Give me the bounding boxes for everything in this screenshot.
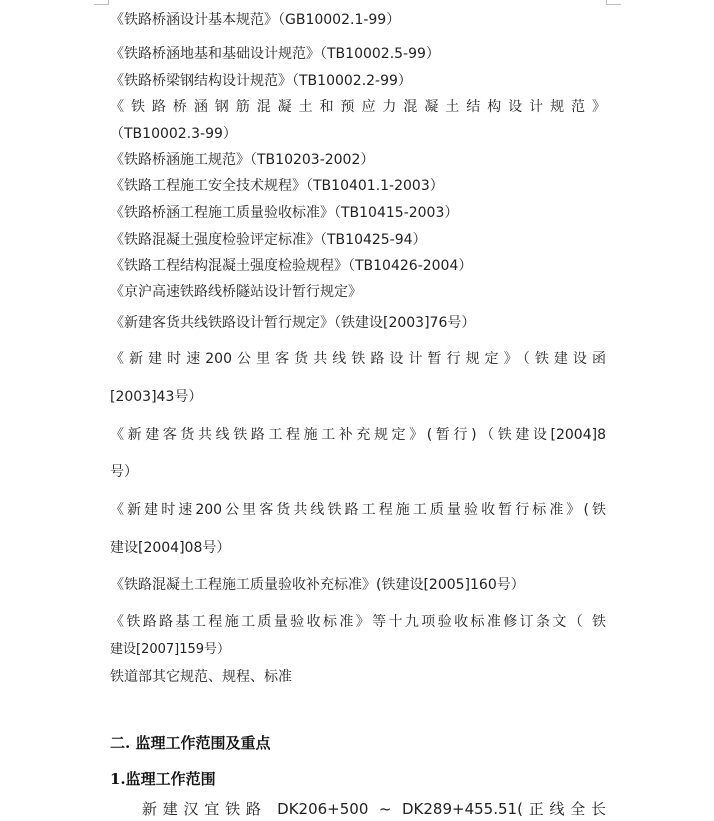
standard-line: 《新建时速200公里客货共线铁路工程施工质量验收暂行标准》(铁	[110, 502, 606, 518]
page-corner-mark-left	[94, 0, 109, 5]
standard-line: 铁道部其它规范、规程、标准	[110, 669, 292, 685]
standard-line: 《铁路桥涵工程施工质量验收标准》（TB10415-2003）	[110, 205, 459, 221]
standard-line: 《铁路工程施工安全技术规程》（TB10401.1-2003）	[110, 178, 444, 194]
body-paragraph: 新建汉宜铁路 DK206+500 ~ DK289+455.51(正线全长	[142, 800, 606, 818]
standard-line: 《铁路桥涵设计基本规范》（GB10002.1-99）	[110, 12, 401, 28]
standard-line: 《新建客货共线铁路设计暂行规定》（铁建设[2003]76号）	[110, 315, 476, 331]
standard-line: 《铁路桥涵地基和基础设计规范》（TB10002.5-99）	[110, 46, 440, 62]
standard-line-continuation: （TB10002.3-99）	[110, 126, 237, 142]
standard-line: 《铁路路基工程施工质量验收标准》等十九项验收标准修订条文（ 铁	[110, 614, 606, 630]
page-corner-mark-right	[606, 0, 621, 5]
section-heading: 二. 监理工作范围及重点	[110, 734, 271, 752]
standard-line: 《铁路桥涵施工规范》（TB10203-2002）	[110, 152, 375, 168]
standard-line: 《铁路混凝土强度检验评定标准》（TB10425-94）	[110, 232, 427, 248]
standard-line: 《新建客货共线铁路工程施工补充规定》(暂行)（铁建设[2004]8	[110, 427, 606, 443]
standard-line: 《京沪高速铁路线桥隧站设计暂行规定》	[110, 284, 362, 300]
standard-line-continuation: 号）	[110, 464, 138, 480]
standard-line: 《铁路工程结构混凝土强度检验规程》（TB10426-2004）	[110, 258, 473, 274]
standard-line: 《铁路桥涵钢筋混凝土和预应力混凝土结构设计规范》	[110, 99, 606, 115]
standard-line: 《新建时速200公里客货共线铁路设计暂行规定》（铁建设函	[110, 351, 606, 367]
standard-line-continuation: [2003]43号）	[110, 389, 203, 405]
standard-line: 《铁路混凝土工程施工质量验收补充标准》(铁建设[2005]160号）	[110, 577, 525, 593]
subsection-heading: 1.监理工作范围	[110, 770, 216, 788]
standard-line: 《铁路桥梁钢结构设计规范》（TB10002.2-99）	[110, 73, 412, 89]
standard-line-continuation: 建设[2007]159号）	[110, 642, 231, 657]
standard-line-continuation: 建设[2004]08号）	[110, 540, 231, 556]
